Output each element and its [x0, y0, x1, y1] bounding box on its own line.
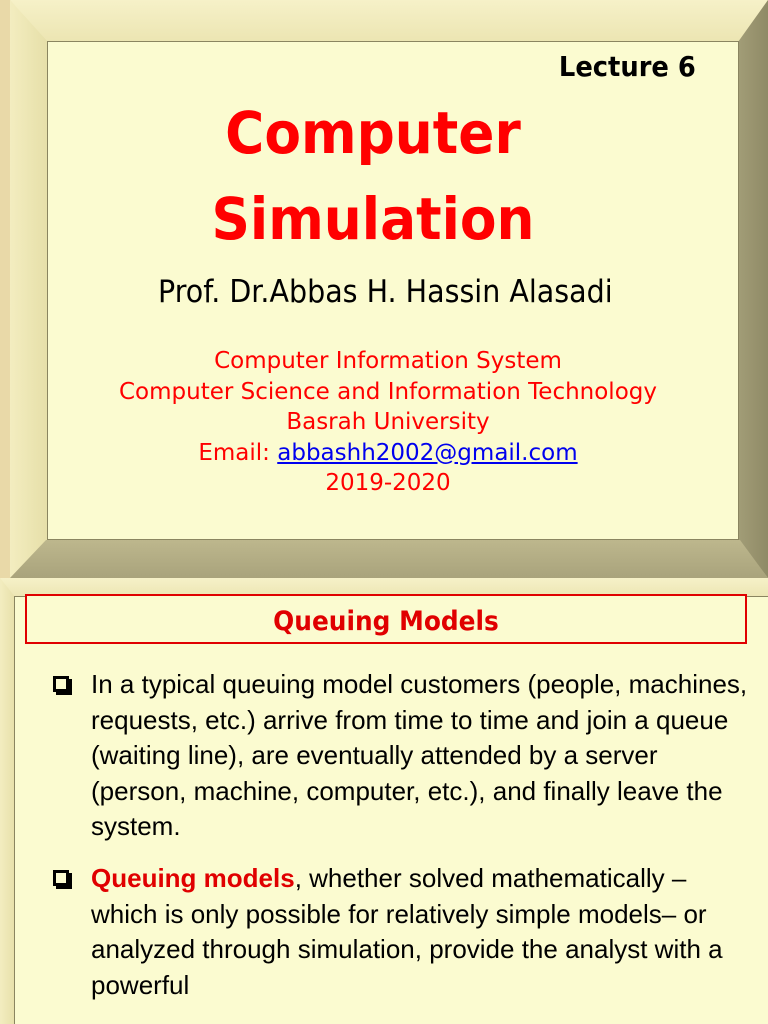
- slide-title: [74, 90, 672, 262]
- affiliation-department: Computer Information System: [214, 348, 562, 374]
- frame-bevel-left: [10, 0, 48, 578]
- email-line: [48, 438, 728, 469]
- author-name: Prof. Dr.Abbas H. Hassin Alasadi: [158, 274, 613, 310]
- academic-year: 2019-2020: [325, 470, 451, 496]
- frame-bevel-bottom: [10, 540, 768, 578]
- slide-heading: Queuing Models: [273, 606, 499, 637]
- list-item: [51, 667, 751, 845]
- bullet-emphasis: Queuing models: [91, 862, 295, 893]
- title-line-1: Computer: [225, 99, 521, 167]
- title-slide: [10, 0, 768, 578]
- affiliation-block: [48, 346, 728, 499]
- content-slide: [0, 578, 768, 1024]
- title-slide-panel: [47, 41, 739, 540]
- lecture-label: Lecture 6: [559, 50, 696, 83]
- email-link[interactable]: abbashh2002@gmail.com: [277, 439, 578, 466]
- heading-box: [25, 594, 747, 644]
- list-item: [51, 861, 751, 1003]
- title-line-2: Simulation: [211, 185, 535, 253]
- checkbox-bullet-icon: [53, 676, 69, 692]
- bullet-list: [51, 667, 751, 1019]
- checkbox-bullet-icon: [53, 870, 69, 886]
- affiliation-university: Basrah University: [286, 409, 490, 435]
- bullet-text: In a typical queuing model customers (people, machines, requests, etc.) arrive from time to time and join a queue (waiting line), are eventually attended by a server (person, machine, computer, etc.), and finally leave the system.: [91, 669, 748, 842]
- email-label: Email:: [198, 439, 270, 466]
- frame-bevel-right: [738, 0, 768, 578]
- frame-bevel-top: [10, 0, 768, 42]
- content-slide-panel: [14, 596, 768, 1024]
- affiliation-college: Computer Science and Information Technology: [119, 378, 657, 405]
- bullet-text: , whether solved mathematically –which is only possible for relatively simple models– or analyzed through simulation, provide the analyst with a powerful: [91, 862, 723, 1000]
